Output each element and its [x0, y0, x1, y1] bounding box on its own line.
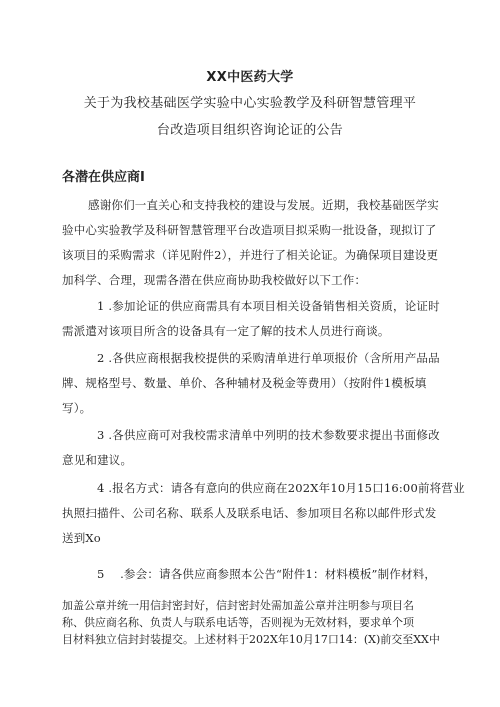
list-item-2-line: 写）。	[62, 401, 92, 415]
list-item-5-line: 目材料独立信封封装提交。上述材料于202X年10月17口14：(X)前交至XX中	[62, 633, 440, 646]
list-item-2-line: 2 .各供应商根据我校提供的采购清单进行单项报价（含所用产品品	[97, 351, 440, 365]
list-item-5-line: 称、供应商名称、负责人与联系电话等，否则视为无效材料，要求单个项	[62, 616, 414, 629]
salutation: 各潜在供应商I	[62, 170, 145, 185]
list-item-5-line: 加盖公章并统一用信封密封好，信封密封处需加盖公章并注明参与项目名	[62, 599, 414, 612]
body-paragraph-line: 该项目的采购需求（详见附件2），并进行了相关论证。为确保项目建设更	[62, 248, 439, 262]
body-paragraph-line: 验中心实验教学及科研智慧管理平台改造项目拟采购一批设备，现拟订了	[62, 223, 437, 237]
list-item-3-line: 3 .各供应商可对我校需求清单中列明的技术参数要求提出书面修改	[97, 428, 440, 442]
body-paragraph-line: 感谢你们一直关心和支持我校的建设与发展。近期，我校基础医学实	[88, 198, 439, 212]
list-item-4-line: 4 .报名方式：请各有意向的供应商在202X年10月15口16:00前将营业	[97, 481, 465, 495]
document-title-university: XX中医药大学	[206, 70, 294, 85]
list-item-1-line: 需派遣对该项目所含的设备具有一定了解的技术人员进行商谈。	[62, 324, 390, 338]
body-paragraph-line: 加科学、合理，现需各潜在供应商协助我校做好以下工作：	[62, 273, 367, 287]
list-item-1-line: 1 .参加论证的供应商需具有本项目相关设备销售相关资质，论证时	[97, 299, 440, 313]
list-item-3-line: 意见和建议。	[62, 453, 133, 467]
list-item-4-line: 执照扫描件、公司名称、联系人及联系电话、参加项目名称以邮件形式发	[62, 506, 437, 520]
list-item-5-line: 5 .参会：请各供应商参照本公告“附件1：材料模板”制作材料，	[97, 567, 437, 581]
document-title-line-1: 关于为我校基础医学实验中心实验教学及科研智慧管理平	[83, 96, 417, 111]
list-item-4-line: 送到Xo	[62, 531, 101, 545]
document-title-line-2: 台改造项目组织咨询论证的公告	[156, 123, 344, 138]
list-item-2-line: 牌、规格型号、数量、单价、各种辅材及税金等费用）（按附件1模板填	[62, 376, 427, 390]
